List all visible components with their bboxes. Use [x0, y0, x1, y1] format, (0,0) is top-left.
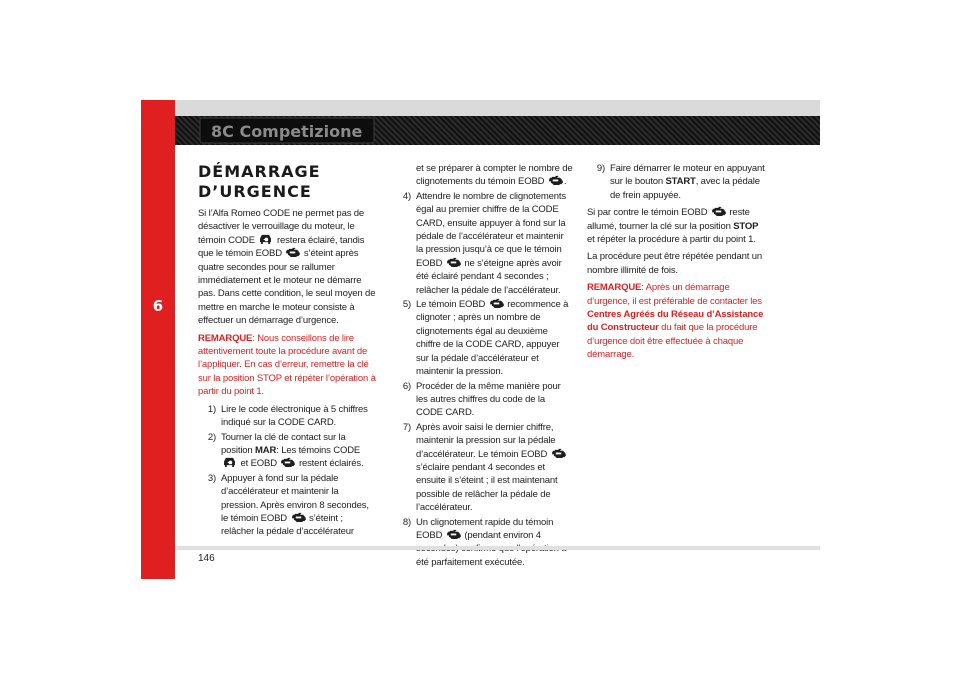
eobd-engine-icon	[446, 257, 461, 267]
step-3: 3) Appuyer à fond sur la pédale d’accélérateur et maintenir la pression. Après environ 8 secondes, le témoin EOBD s’éteint ; relâcher la pédale d’accélérateur	[207, 472, 369, 538]
page-title: DÉMARRAGE D’URGENCE	[198, 162, 321, 201]
footer-rule	[175, 546, 820, 550]
stop-paragraph: Si par contre le témoin EOBD reste allumé, tourner la clé sur la position STOP et répéter la procédure à partir du point 1.	[587, 207, 759, 246]
header-strip	[175, 100, 820, 116]
eobd-engine-icon	[280, 457, 295, 467]
step-1: 1) Lire le code électronique à 5 chiffres indiqué sur la CODE CARD.	[207, 403, 368, 429]
step-6: 6) Procéder de la même manière pour les autres chiffres du code de la CODE CARD.	[402, 380, 561, 419]
repeat-paragraph: La procédure peut être répétée pendant un nombre illimité de fois.	[587, 251, 763, 276]
code-warning-icon	[258, 234, 273, 244]
step-5: 5) Le témoin EOBD recommence à clignoter ; après un nombre de clignotements égal au deuxième chiffre de la CODE CARD, appuyer sur la pédale d’accélérateur et maintenir la pression.	[402, 299, 569, 378]
brand-logo	[199, 117, 375, 144]
column-1	[198, 162, 378, 540]
intro-paragraph: Si l’Alfa Romeo CODE ne permet pas de désactiver le verrouillage du moteur, le témoin CODE restera éclairé, tandis que le témoin EOBD s’éteint après quatre secondes pour se rallumer immédiatement et le moteur ne démarre pas. Dans cette condition, le seul moyen de mettre en marche le moteur consiste à effectuer un démarrage d’urgence.	[198, 208, 376, 327]
remark-2: REMARQUE: Après un démarrage d’urgence, il est préférable de contacter les Centres Agréés du Réseau d’Assistance du Constructeur du fait que la procédure d’urgence doit être effectuée à chaque démarrage.	[587, 282, 764, 361]
remark-1: REMARQUE: Nous conseillons de lire attentivement toute la procédure avant de l’appliquer. En cas d’erreur, remettre la clé sur la position STOP et répéter l’opération à partir du point 1.	[198, 332, 376, 398]
eobd-engine-icon	[285, 247, 300, 257]
eobd-engine-icon	[489, 298, 504, 308]
eobd-engine-icon	[711, 206, 726, 216]
eobd-engine-icon	[548, 175, 563, 185]
logo-text: 8C Competizione	[211, 122, 363, 141]
column-3	[587, 162, 767, 366]
page-number: 146	[198, 553, 215, 564]
eobd-engine-icon	[446, 529, 461, 539]
step-9: 9) Faire démarrer le moteur en appuyant sur le bouton START, avec la pédale de frein appuyée.	[596, 163, 765, 201]
eobd-engine-icon	[551, 448, 566, 458]
step-8: 8) Un clignotement rapide du témoin EOBD (pendant environ 4 été parfaitement exécutée.	[402, 516, 554, 568]
header-band	[175, 116, 820, 145]
chapter-number: 6	[152, 297, 164, 315]
step-3-continued: et se préparer à compter le nombre de clignotements du témoin EOBD .	[416, 163, 573, 188]
column-2	[393, 162, 573, 570]
step-2: 2) Tourner la clé de contact sur la position MAR: Les témoins CODE et EOBD restent éclairés.	[207, 431, 364, 470]
chapter-sidebar	[141, 100, 175, 579]
code-warning-icon	[222, 457, 237, 467]
step-7: 7) Après avoir saisi le dernier chiffre, maintenir la pression sur la pédale d’accélérateur. Le témoin EOBD s’éclaire pendant 4 secondes et ensuite il s’éteint ; il est maintenant possible de relâcher la pédale de l’accélérateur.	[393, 421, 573, 515]
eobd-engine-icon	[291, 512, 306, 522]
step-4: 4) Attendre le nombre de clignotements égal au premier chiffre de la CODE CARD, ensuite appuyer à fond sur la pédale de l’accélérateur et maintenir la pression jusqu’à ce que le témoin EOBD ne s’éteigne après avoir été éclairé pendant 4 secondes ; relâcher la pédale de l’accélérateur.	[402, 190, 567, 296]
